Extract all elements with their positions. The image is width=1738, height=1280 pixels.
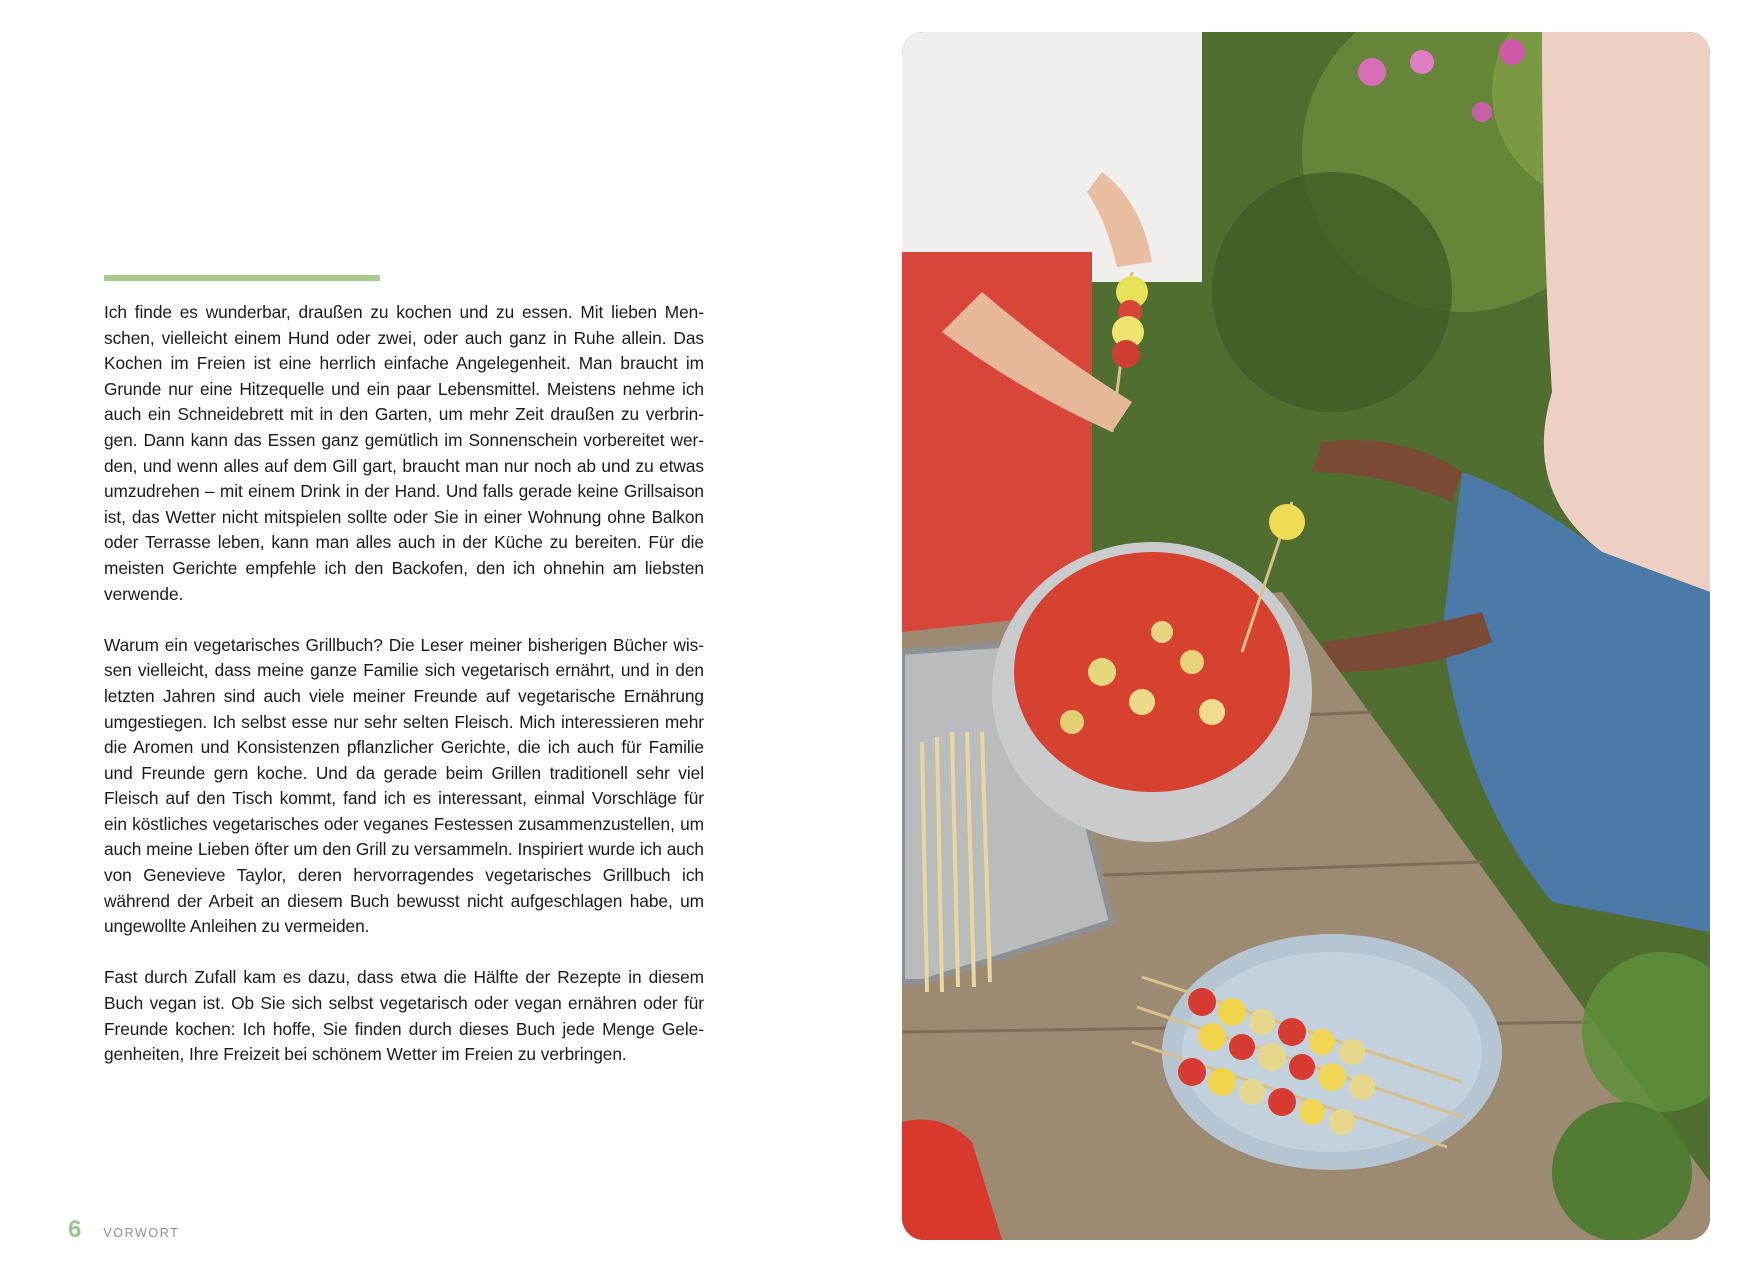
accent-rule [104, 275, 380, 281]
section-label: VORWORT [103, 1226, 180, 1240]
paragraph-2: Warum ein vegetarisches Grillbuch? Die Leser meiner bisherigen Bücher wissen vielleicht, dass meine ganze Familie sich vegetarisch ernährt, und in den letzten Jahren sind auch viele meiner Freunde auf vegetarische Ernährung umgestiegen. Ich selbst esse nur sehr selten Fleisch. Mich interessieren mehr die Aromen und Konsistenzen pflanzlicher Gerichte, die ich auch für Familie und Freunde gern koche. Und da gerade beim Grillen traditionell sehr viel Fleisch auf den Tisch kommt, fand ich es interessant, einmal Vorschläge für ein köstliches vegetarisches oder veganes Festessen zusammenzustellen, um auch meine Lieben öfter um den Grill zu versammeln. Inspiriert wurde ich auch von Genevieve Taylor, deren hervorragendes vegetarisches Grillbuch ich während der Arbeit an diesem Buch bewusst nicht aufgeschlagen habe, um ungewollte Anleihen zu vermeiden. [104, 634, 704, 937]
kebab-photo [902, 32, 1710, 1240]
page-footer [68, 1216, 179, 1244]
paragraph-1: Ich finde es wunderbar, draußen zu kochen und zu essen. Mit lieben Menschen, vielleicht einem Hund oder zwei, oder auch ganz in Ruhe allein. Das Kochen im Freien ist eine herrlich einfache Angelegenheit. Man braucht im Grunde nur eine Hitzequelle und ein paar Lebensmittel. Meistens nehme ich auch ein Schneidebrett mit in den Garten, um mehr Zeit draußen zu verbringen. Dann kann das Essen ganz gemütlich im Sonnenschein vorbereitet werden, und wenn alles auf dem Gill gart, braucht man nur noch ab und zu etwas umzudrehen – mit einem Drink in der Hand. Und falls gerade keine Grillsaison ist, das Wetter nicht mitspielen sollte oder Sie in einer Wohnung ohne Balkon oder Terrasse leben, kann man alles auch in der Küche zu bereiten. Für die meisten Gerichte empfehle ich den Backofen, den ich ohnehin am liebsten verwende. [104, 302, 704, 604]
paragraph-3: Fast durch Zufall kam es dazu, dass etwa die Hälfte der Rezepte in diesem Buch vegan ist. Ob Sie sich selbst vegetarisch oder vegan ernähren oder für Freunde kochen: Ich hoffe, Sie finden durch dieses Buch jede Menge Gelegenheiten, Ihre Freizeit bei schönem Wetter im Freien zu verbringen. [104, 967, 704, 1065]
page-number: 6 [68, 1216, 82, 1243]
body-text [104, 300, 704, 1093]
